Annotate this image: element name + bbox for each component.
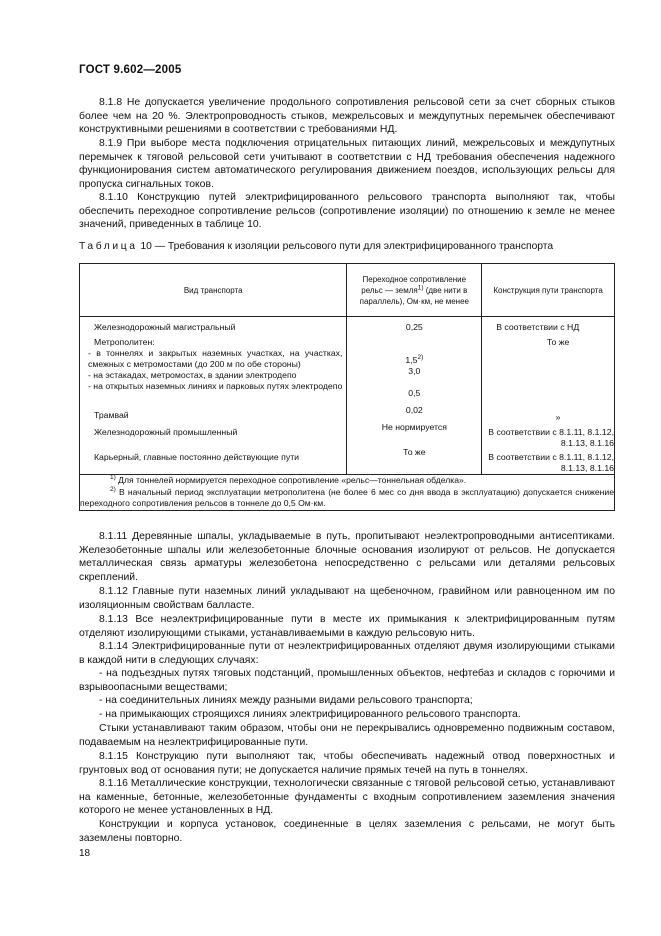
paragraph-8-1-16 bbox=[79, 777, 615, 818]
value-metro-tunnels bbox=[347, 355, 481, 366]
row-rail-main: Железнодорожный магистральный bbox=[94, 322, 236, 332]
paragraph-8-1-8 bbox=[79, 96, 615, 137]
footnote-text: В начальный период эксплуатации метрополитена (не более 6 мес со дня ввода в эксплуатацию) допускается снижение переходного сопротивления рельсов в тоннеле до 0,5 Ом·км. bbox=[80, 486, 614, 509]
document-header: ГОСТ 9.602—2005 bbox=[79, 64, 182, 76]
row-metro-open: - на открытых наземных линиях и парковых путях электродепо bbox=[88, 381, 343, 391]
insulation-table bbox=[79, 263, 615, 511]
row-rail-industrial: Железнодорожный промышленный bbox=[94, 427, 238, 437]
row-metro-tunnels: - в тоннелях и закрытых наземных участках, на участках, смежных с метромостами (до 200 м по обе стороны) bbox=[88, 348, 343, 369]
footnote-1 bbox=[80, 475, 614, 487]
construction-rail-industrial: В соответствии с 8.1.11, 8.1.12, 8.1.13, 8.1.16 bbox=[488, 427, 614, 448]
paragraph-8-1-10 bbox=[79, 191, 615, 232]
value-text: 1,5 bbox=[405, 355, 418, 365]
table-body-row bbox=[80, 317, 615, 475]
footnote-2 bbox=[80, 487, 614, 510]
col-transport bbox=[80, 317, 347, 475]
row-metro-estakady: - на эстакадах, метромостах, в здании электродепо bbox=[88, 370, 297, 380]
bullet-item bbox=[79, 694, 615, 708]
paragraph-8-1-9 bbox=[79, 137, 615, 191]
value-metro-open: 0,5 bbox=[408, 388, 421, 398]
paragraph-text: 8.1.14 Электрифицированные пути от неэлектрифицированных отделяют двумя изолирующими стыками в каждой нити в следующих случаях: bbox=[79, 641, 615, 666]
header-resistance-text: Переходное сопротивление рельс — земля bbox=[361, 274, 467, 295]
footnote-mark: 2) bbox=[417, 354, 424, 362]
bullet-text: - на соединительных линиях между разными видами рельсового транспорта; bbox=[99, 695, 473, 706]
table-notes-row bbox=[80, 475, 615, 511]
construction-tram: » bbox=[555, 412, 561, 422]
footnote-mark: 1) bbox=[417, 283, 424, 291]
value-rail-industrial: Не нормируется bbox=[381, 422, 447, 432]
header-transport-type: Вид транспорта bbox=[80, 264, 347, 317]
paragraph-text: Конструкции и корпуса установок, соединенные в целях заземления с рельсами, не могут быть заземлены повторно. bbox=[79, 819, 615, 844]
paragraph-text: Стыки устанавливают таким образом, чтобы они не перекрывались одновременно подвижным составом, подаваемым на неэлектрифицированные пути. bbox=[79, 723, 615, 748]
paragraph-text: 8.1.13 Все неэлектрифицированные пути в месте их примыкания к электрифицированным путям отделяют изолирующими стыками, устанавливаемыми в каждую рельсовую нить. bbox=[79, 614, 615, 639]
paragraph-text: 8.1.9 При выборе места подключения отрицательных питающих линий, межрельсовых и междупутных перемычек к тяговой рельсовой сети учитывают в соответствии с НД требования обеспечения надежного функционирования систем автоматического регулирования движением поездов, использующих рельсы для пропуска сигнальных токов. bbox=[79, 138, 615, 190]
paragraph-joints bbox=[79, 722, 615, 749]
paragraph-text: 8.1.15 Конструкцию пути выполняют так, чтобы обеспечивать надежный отвод поверхностных и грунтовых вод от основания пути; не допускается наличие прямых течей на путь в тоннелях. bbox=[79, 751, 615, 776]
paragraph-grounding bbox=[79, 818, 615, 845]
page-number: 18 bbox=[79, 848, 91, 859]
paragraph-8-1-12 bbox=[79, 585, 615, 612]
header-resistance-text-2: (две нити в параллель), Ом·км, не менее bbox=[359, 285, 469, 306]
col-construction bbox=[482, 317, 615, 475]
paragraph-text: 8.1.16 Металлические конструкции, технологически связанные с тяговой рельсовой сетью, устанавливают на каменные, бетонные, железобетонные фундаменты с входным сопротивлением заземления значения которого не менее установленных в НД. bbox=[79, 778, 615, 817]
paragraph-8-1-11 bbox=[79, 530, 615, 584]
value-tram: 0,02 bbox=[405, 405, 423, 415]
row-tram: Трамвай bbox=[94, 410, 129, 420]
footnote-mark: 2) bbox=[110, 485, 116, 493]
footnote-mark: 1) bbox=[110, 474, 116, 482]
header-construction: Конструкция пути транспорта bbox=[482, 264, 615, 317]
row-metro-title: Метрополитен: bbox=[94, 337, 155, 347]
header-resistance bbox=[347, 264, 482, 317]
paragraph-8-1-13 bbox=[79, 613, 615, 640]
value-metro-estakady: 3,0 bbox=[408, 366, 421, 376]
row-quarry: Карьерный, главные постоянно действующие пути bbox=[94, 452, 300, 462]
footnote-text: Для тоннелей нормируется переходное сопротивление «рельс—тоннельная обделка». bbox=[115, 475, 467, 485]
bullet-text: - на подъездных путях тяговых подстанций, промышленных объектов, нефтебаз и складов с горючими и взрывоопасными веществами; bbox=[79, 668, 615, 693]
value-quarry: То же bbox=[403, 447, 426, 457]
value-rail-main: 0,25 bbox=[405, 322, 423, 332]
paragraph-text: 8.1.11 Деревянные шпалы, укладываемые в путь, пропитывают неэлектропроводными антисептиками. Железобетонные шпалы или железобетонные блочные основания изолируют от рельсов. Не допускается металлическая связь арматуры железобетона непосредственно с рельсами или деталями рельсовых скреплений. bbox=[79, 531, 615, 583]
col-resistance bbox=[347, 317, 482, 475]
bullet-text: - на примыкающих строящихся линиях электрифицированного рельсового транспорта. bbox=[99, 709, 521, 720]
table-header-row bbox=[80, 264, 615, 317]
table-notes bbox=[80, 475, 615, 511]
table-caption bbox=[79, 241, 619, 252]
paragraph-text: 8.1.12 Главные пути наземных линий укладывают на щебеночном, гравийном или равноценном им по изоляционным свойствам балласте. bbox=[79, 586, 615, 611]
construction-metro: То же bbox=[546, 337, 570, 347]
bullet-item bbox=[79, 708, 615, 722]
paragraph-text: 8.1.10 Конструкцию путей электрифицированного рельсового транспорта выполняют так, чтобы обеспечить переходное сопротивление рельсов (сопротивление изоляции) по отношению к земле не менее значений, приведенных в таблице 10. bbox=[79, 192, 615, 231]
paragraph-text: 8.1.8 Не допускается увеличение продольного сопротивления рельсовой сети за счет сборных стыков более чем на 20 %. Электропроводность стыков, межрельсовых и междупутных перемычек обеспечивают конструктивными решениями в соответствии с требованиями НД. bbox=[79, 97, 615, 136]
construction-rail-main: В соответствии с НД bbox=[496, 322, 580, 332]
caption-text: 10 — Требования к изоляции рельсового пути для электрифицированного транспорта bbox=[137, 241, 554, 252]
paragraph-8-1-15 bbox=[79, 750, 615, 777]
paragraph-8-1-14 bbox=[79, 640, 615, 667]
construction-quarry: В соответствии с 8.1.11, 8.1.12, 8.1.13, 8.1.16 bbox=[488, 452, 614, 473]
bullet-item bbox=[79, 667, 615, 694]
caption-lead: Таблица bbox=[79, 241, 138, 252]
